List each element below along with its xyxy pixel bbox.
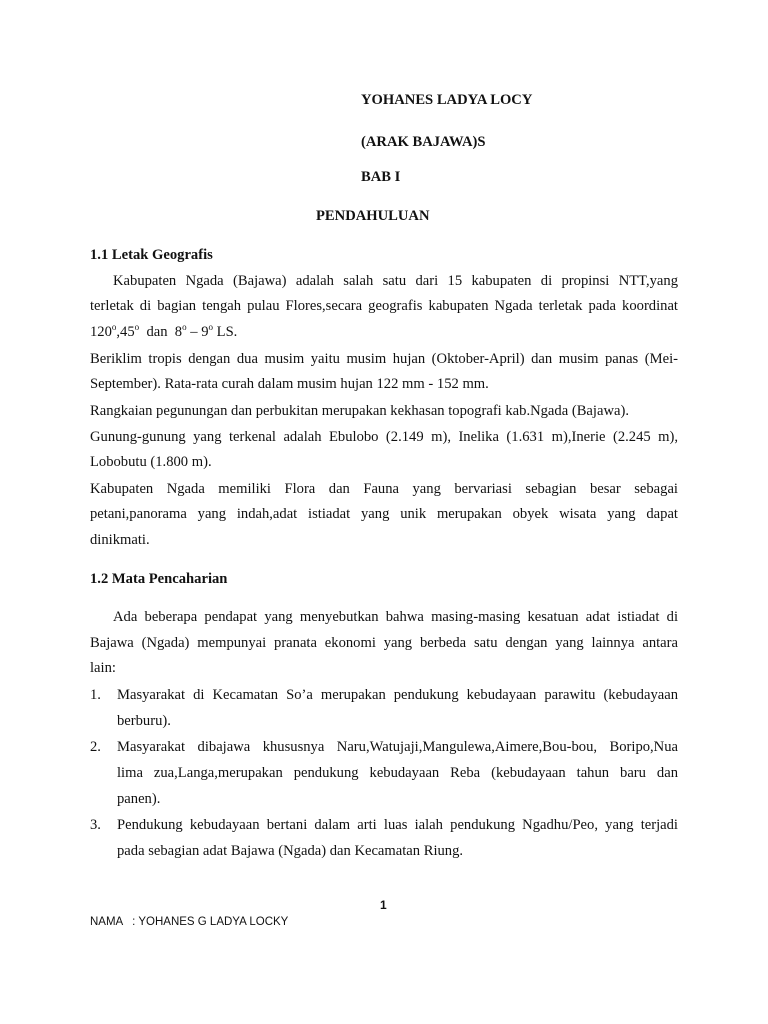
degree-sup: o bbox=[208, 322, 213, 332]
chapter-label: BAB I bbox=[361, 169, 401, 185]
paragraph-line: Beriklim tropis dengan dua musim yaitu musim hujan (Oktober-April) dan musim panas (Mei- bbox=[90, 351, 678, 367]
document-subtitle: (ARAK BAJAWA)S bbox=[361, 134, 486, 150]
coordinate-line bbox=[90, 323, 237, 341]
list-item-number: 2. bbox=[90, 739, 101, 755]
degree-sup: o bbox=[182, 322, 187, 332]
degree-sup: o bbox=[111, 322, 117, 332]
coord-text: 120 bbox=[90, 324, 112, 340]
list-item-number: 3. bbox=[90, 817, 101, 833]
paragraph-line: Lobobutu (1.800 m). bbox=[90, 454, 212, 470]
paragraph-line: lain: bbox=[90, 660, 116, 676]
paragraph-line: Kabupaten Ngada (Bajawa) adalah salah satu dari 15 kabupaten di propinsi NTT,yang bbox=[113, 273, 678, 289]
paragraph-line: Ada beberapa pendapat yang menyebutkan bahwa masing-masing kesatuan adat istiadat di bbox=[113, 609, 678, 625]
list-item-line: Masyarakat dibajawa khususnya Naru,Watujaji,Mangulewa,Aimere,Bou-bou, Boripo,Nua bbox=[117, 739, 678, 755]
list-item-line: Pendukung kebudayaan bertani dalam arti luas ialah pendukung Ngadhu/Peo, yang terjadi bbox=[117, 817, 678, 833]
chapter-title: PENDAHULUAN bbox=[316, 208, 430, 224]
list-item-line: pada sebagian adat Bajawa (Ngada) dan Kecamatan Riung. bbox=[117, 843, 464, 859]
paragraph-line: dinikmati. bbox=[90, 532, 150, 548]
coord-text: LS. bbox=[213, 324, 238, 340]
paragraph-line: Rangkaian pegunungan dan perbukitan merupakan kekhasan topografi kab.Ngada (Bajawa). bbox=[90, 403, 629, 419]
paragraph-line: Gunung-gunung yang terkenal adalah Ebulobo (2.149 m), Inelika (1.631 m),Inerie (2.245 m), bbox=[90, 429, 678, 445]
section-heading-mata-pencaharian: 1.2 Mata Pencaharian bbox=[90, 571, 228, 587]
paragraph-line: Bajawa (Ngada) mempunyai pranata ekonomi yang berbeda satu dengan yang lainnya antara bbox=[90, 635, 678, 651]
coord-text: – 9 bbox=[186, 324, 209, 340]
paragraph-line: terletak di bagian tengah pulau Flores,secara geografis kabupaten Ngada terletak pada koordinat bbox=[90, 298, 678, 314]
paragraph-line: Kabupaten Ngada memiliki Flora dan Fauna yang bervariasi sebagian besar sebagai bbox=[90, 481, 678, 497]
list-item-line: Masyarakat di Kecamatan So’a merupakan pendukung kebudayaan parawitu (kebudayaan bbox=[117, 687, 678, 703]
coord-text: ,45 bbox=[116, 324, 135, 340]
author-name: YOHANES LADYA LOCY bbox=[361, 92, 533, 108]
list-item-line: berburu). bbox=[117, 713, 171, 729]
coord-text: dan 8 bbox=[139, 324, 183, 340]
section-heading-geografis: 1.1 Letak Geografis bbox=[90, 247, 213, 263]
footer-name-label: NAMA : YOHANES G LADYA LOCKY bbox=[90, 916, 289, 928]
list-item-line: panen). bbox=[117, 791, 161, 807]
list-item-number: 1. bbox=[90, 687, 101, 703]
paragraph-line: petani,panorama yang indah,adat istiadat yang unik merupakan obyek wisata yang dapat bbox=[90, 506, 678, 522]
degree-sup: o bbox=[134, 322, 140, 332]
list-item-line: lima zua,Langa,merupakan pendukung kebudayaan Reba (kebudayaan tahun baru dan bbox=[117, 765, 678, 781]
page-number: 1 bbox=[380, 898, 387, 912]
paragraph-line: September). Rata-rata curah dalam musim hujan 122 mm - 152 mm. bbox=[90, 376, 489, 392]
